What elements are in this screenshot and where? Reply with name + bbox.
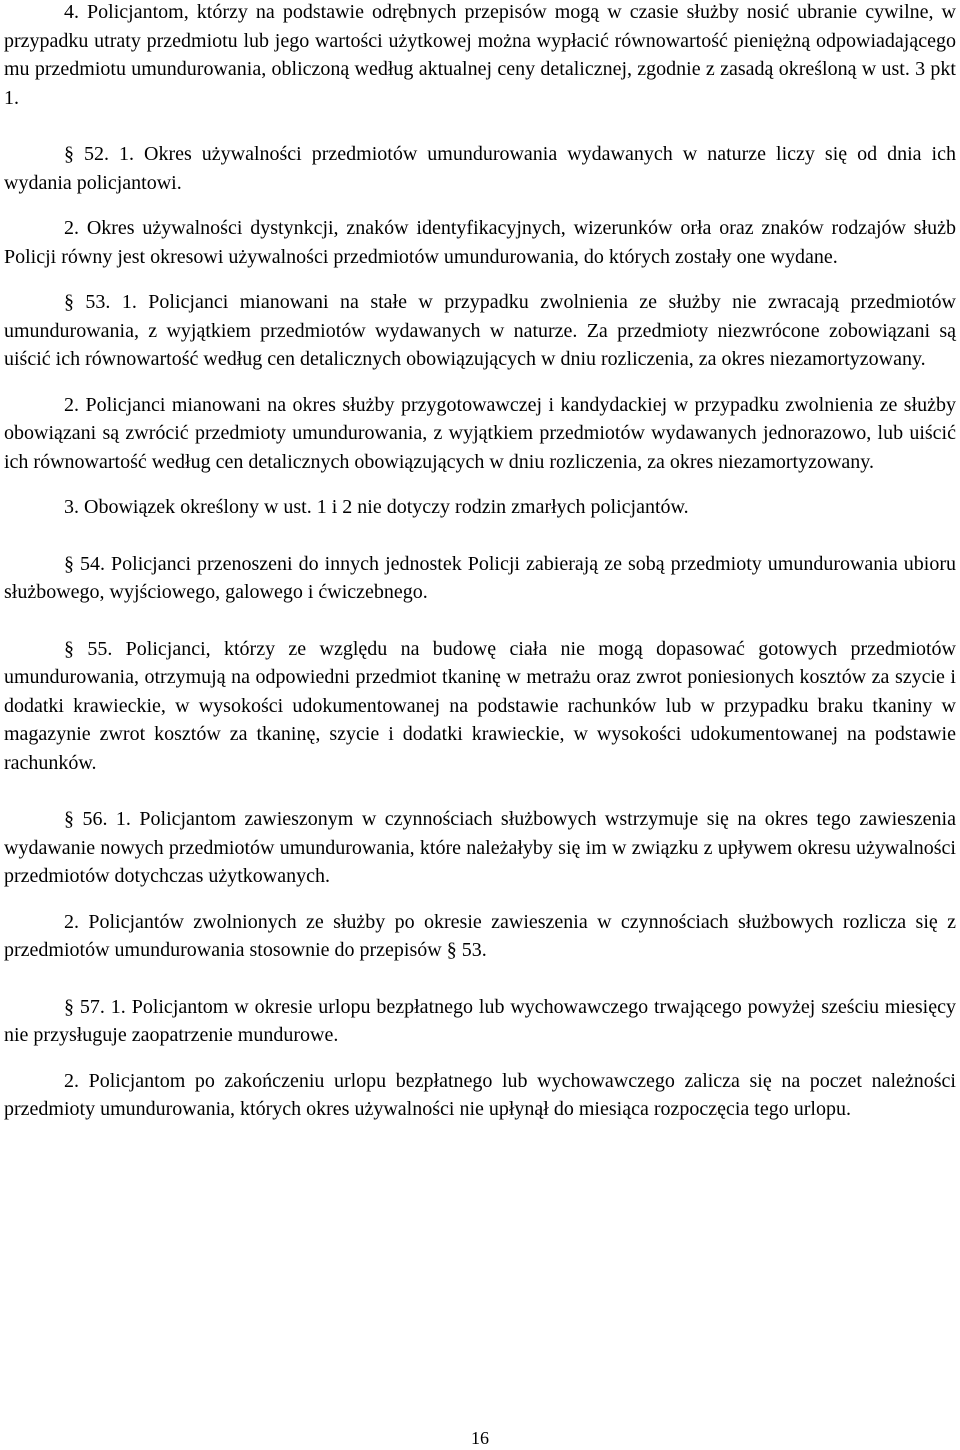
paragraph-par-57-ust-2: 2. Policjantom po zakończeniu urlopu bezpłatnego lub wychowawczego zalicza się na poczet należności przedmioty umundurowania, których okres używalności nie upłynął do miesiąca rozpoczęcia tego urlopu. xyxy=(4,1069,956,1120)
paragraph-ust-4: 4. Policjantom, którzy na podstawie odrębnych przepisów mogą w czasie służby nosić ubranie cywilne, w przypadku utraty przedmiotu lub jego wartości użytkowej można wypłacić równowartość pieniężną odpowiadającego mu przedmiotu umundurowania, obliczoną według aktualnej ceny detalicznej, zgodnie z zasadą określoną w ust. 3 pkt 1. xyxy=(4,1,956,109)
paragraph-par-56-ust-1: § 56. 1. Policjantom zawieszonym w czynnościach służbowych wstrzymuje się na okres tego zawieszenia wydawanie nowych przedmiotów umundurowania, które należałyby się im w związku z upływem okresu używalności przedmiotów dotychczas użytkowanych. xyxy=(4,808,956,887)
paragraph-par-52-ust-1: § 52. 1. Okres używalności przedmiotów umundurowania wydawanych w naturze liczy się od dnia ich wydania policjantowi. xyxy=(4,143,956,194)
paragraph-par-55: § 55. Policjanci, którzy ze względu na budowę ciała nie mogą dopasować gotowych przedmiotów umundurowania, otrzymują na odpowiedni przedmiot tkaninę w metrażu oraz zwrot poniesionych kosztów za szycie i dodatki krawieckie, w wysokości udokumentowanej na podstawie rachunków lub w przypadku braku tkaniny w magazynie zwrot kosztów za tkaninę, szycie i dodatki krawieckie, w wysokości udokumentowanej na podstawie rachunków. xyxy=(4,637,956,774)
paragraph-par-53-ust-3: 3. Obowiązek określony w ust. 1 i 2 nie dotyczy rodzin zmarłych policjantów. xyxy=(64,496,689,518)
paragraph-par-57-ust-1: § 57. 1. Policjantom w okresie urlopu bezpłatnego lub wychowawczego trwającego powyżej sześciu miesięcy nie przysługuje zaopatrzenie mundurowe. xyxy=(4,995,956,1046)
paragraph-par-53-ust-2: 2. Policjanci mianowani na okres służby przygotowawczej i kandydackiej w przypadku zwolnienia ze służby obowiązani są zwrócić przedmioty umundurowania, z wyjątkiem przedmiotów wydawanych jednorazowo, lub uiścić ich równowartość według cen detalicznych obowiązujących w dniu rozliczenia, za okres niezamortyzowany. xyxy=(4,393,956,473)
page-number: 16 xyxy=(471,1428,489,1448)
paragraph-par-56-ust-2: 2. Policjantów zwolnionych ze służby po okresie zawieszenia w czynnościach służbowych rozlicza się z przedmiotów umundurowania stosownie do przepisów § 53. xyxy=(4,910,956,961)
paragraph-par-53-ust-1: § 53. 1. Policjanci mianowani na stałe w przypadku zwolnienia ze służby nie zwracają przedmiotów umundurowania, z wyjątkiem przedmiotów wydawanych w naturze. Za przedmioty niezwrócone zobowiązani są uiścić ich równowartość według cen detalicznych obowiązujących w dniu rozliczenia, za okres niezamortyzowany. xyxy=(4,291,956,370)
paragraph-par-52-ust-2: 2. Okres używalności dystynkcji, znaków identyfikacyjnych, wizerunków orła oraz znaków rodzajów służb Policji równy jest okresowi używalności przedmiotów umundurowania, do których zostały one wydane. xyxy=(4,217,956,268)
document-body xyxy=(4,0,956,1124)
paragraph-par-54: § 54. Policjanci przenoszeni do innych jednostek Policji zabierają ze sobą przedmioty umundurowania ubioru służbowego, wyjściowego, galowego i ćwiczebnego. xyxy=(4,552,956,603)
